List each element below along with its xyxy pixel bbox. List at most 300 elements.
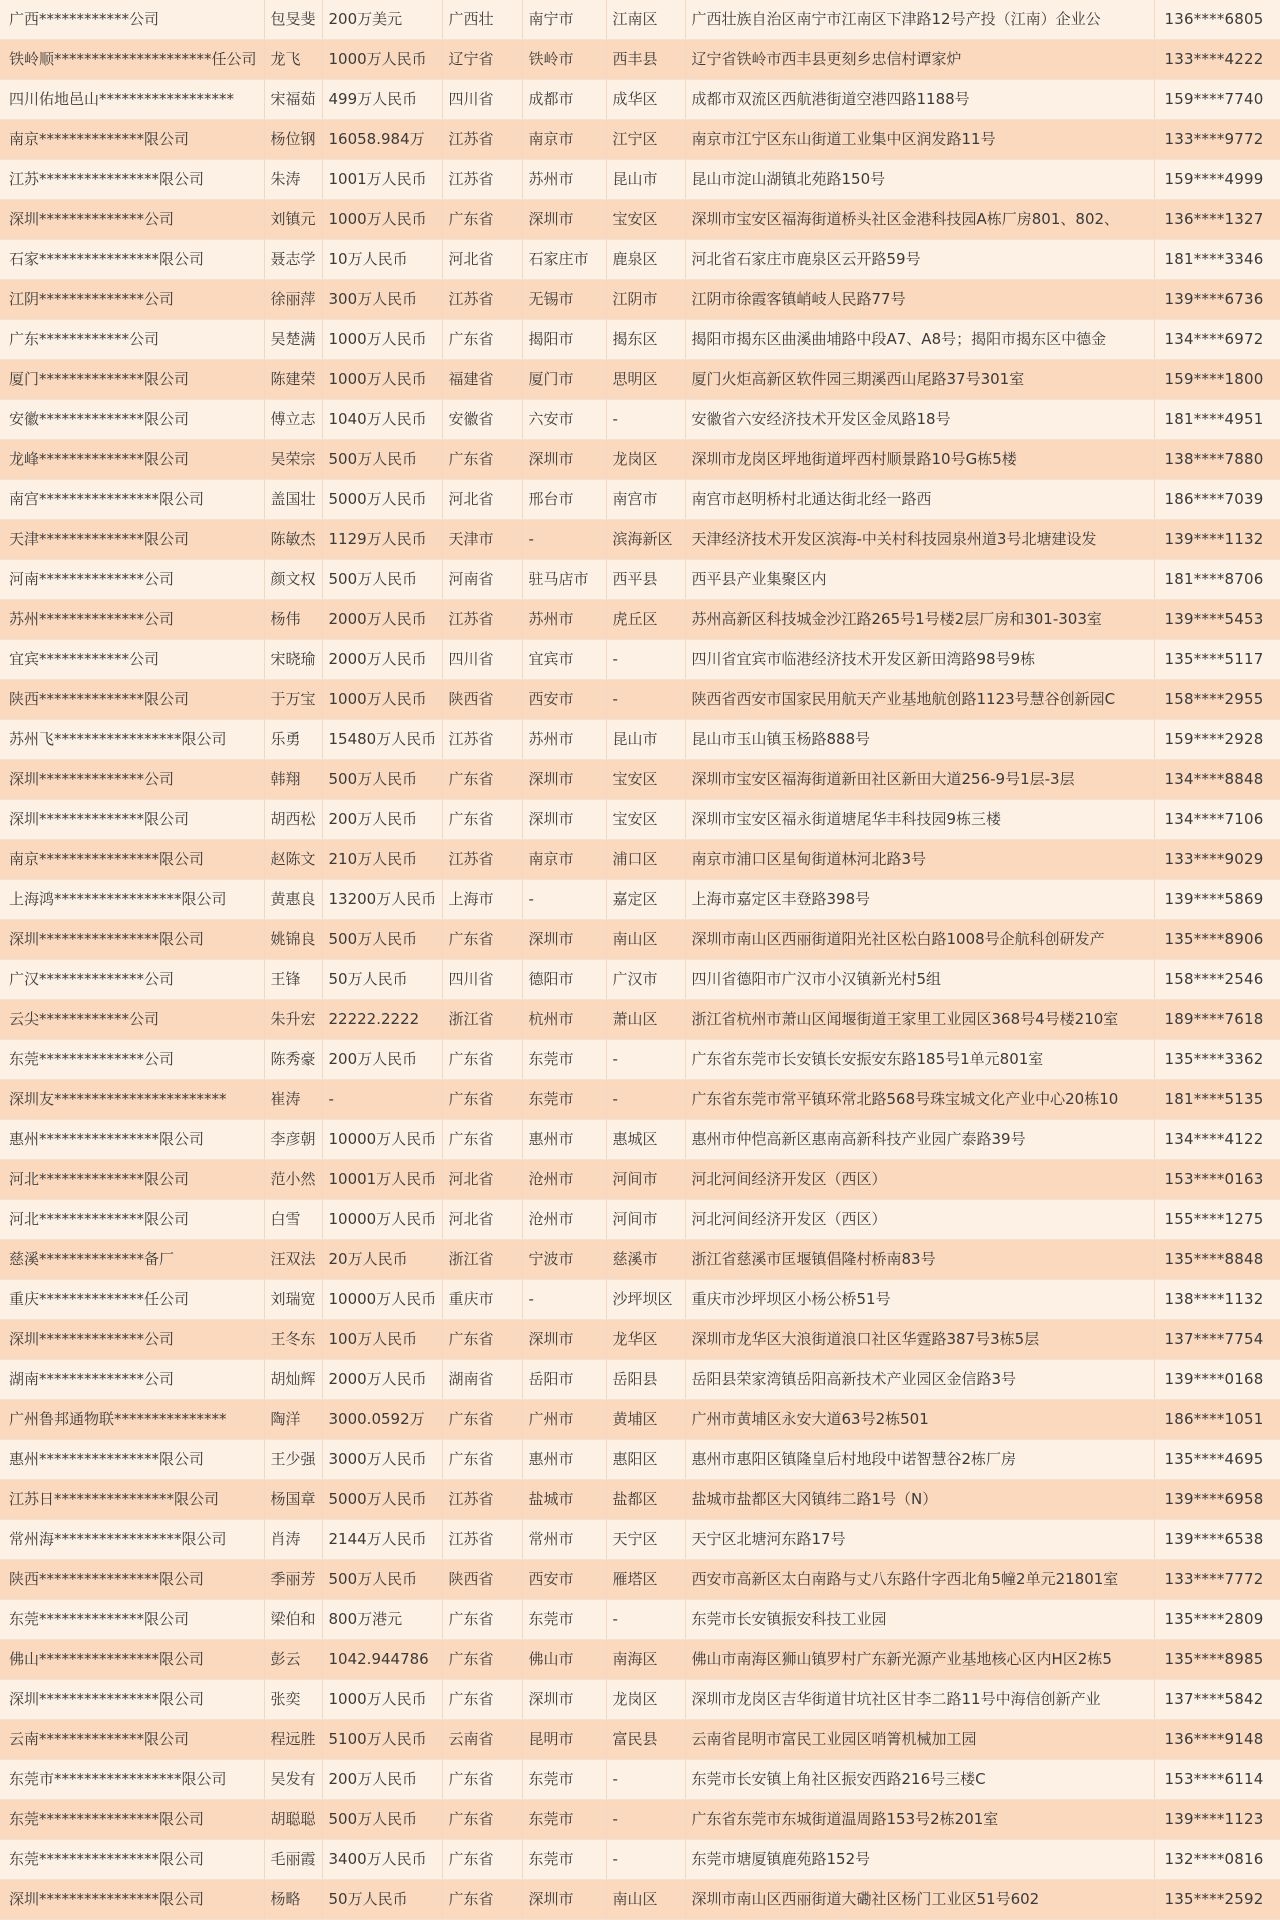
legal-rep-cell: 朱升宏 bbox=[264, 1000, 322, 1040]
province-cell: 江苏省 bbox=[442, 280, 522, 320]
legal-rep-cell: 赵陈文 bbox=[264, 840, 322, 880]
district-cell: - bbox=[606, 1760, 685, 1800]
address-cell: 西安市高新区太白南路与丈八东路什字西北角5幢2单元21801室 bbox=[685, 1560, 1154, 1600]
company-name-cell: 南京**************限公司 bbox=[0, 120, 264, 160]
address-cell: 江阴市徐霞客镇峭岐人民路77号 bbox=[685, 280, 1154, 320]
registered-capital-cell: 3400万人民币 bbox=[322, 1840, 442, 1880]
table-row bbox=[0, 1880, 1280, 1920]
district-cell: - bbox=[606, 1840, 685, 1880]
province-cell: 河北省 bbox=[442, 480, 522, 520]
phone-cell: 139****1132 bbox=[1154, 520, 1280, 560]
phone-cell: 134****7106 bbox=[1154, 800, 1280, 840]
district-cell: 西丰县 bbox=[606, 40, 685, 80]
table-row bbox=[0, 1280, 1280, 1320]
phone-cell: 137****7754 bbox=[1154, 1320, 1280, 1360]
city-cell: 惠州市 bbox=[522, 1440, 606, 1480]
table-row bbox=[0, 1200, 1280, 1240]
city-cell: 石家庄市 bbox=[522, 240, 606, 280]
legal-rep-cell: 肖涛 bbox=[264, 1520, 322, 1560]
company-name-cell: 石家****************限公司 bbox=[0, 240, 264, 280]
city-cell: 东莞市 bbox=[522, 1600, 606, 1640]
company-name-cell: 深圳****************限公司 bbox=[0, 920, 264, 960]
registered-capital-cell: 16058.984万 bbox=[322, 120, 442, 160]
legal-rep-cell: 宋福茹 bbox=[264, 80, 322, 120]
city-cell: 南宁市 bbox=[522, 0, 606, 40]
district-cell: 宝安区 bbox=[606, 800, 685, 840]
registered-capital-cell: 50万人民币 bbox=[322, 960, 442, 1000]
phone-cell: 135****8985 bbox=[1154, 1640, 1280, 1680]
table-row bbox=[0, 120, 1280, 160]
address-cell: 安徽省六安经济技术开发区金凤路18号 bbox=[685, 400, 1154, 440]
province-cell: 广西壮 bbox=[442, 0, 522, 40]
province-cell: 云南省 bbox=[442, 1720, 522, 1760]
district-cell: 嘉定区 bbox=[606, 880, 685, 920]
city-cell: 德阳市 bbox=[522, 960, 606, 1000]
phone-cell: 138****1132 bbox=[1154, 1280, 1280, 1320]
address-cell: 河北河间经济开发区（西区） bbox=[685, 1200, 1154, 1240]
province-cell: 广东省 bbox=[442, 920, 522, 960]
table-row bbox=[0, 1520, 1280, 1560]
phone-cell: 133****9772 bbox=[1154, 120, 1280, 160]
address-cell: 广州市黄埔区永安大道63号2栋501 bbox=[685, 1400, 1154, 1440]
phone-cell: 181****3346 bbox=[1154, 240, 1280, 280]
city-cell: 邢台市 bbox=[522, 480, 606, 520]
district-cell: 岳阳县 bbox=[606, 1360, 685, 1400]
table-row bbox=[0, 280, 1280, 320]
city-cell: 深圳市 bbox=[522, 1680, 606, 1720]
city-cell: 宁波市 bbox=[522, 1240, 606, 1280]
address-cell: 佛山市南海区狮山镇罗村广东新光源产业基地核心区内H区2栋5 bbox=[685, 1640, 1154, 1680]
phone-cell: 159****1800 bbox=[1154, 360, 1280, 400]
company-name-cell: 江阴**************公司 bbox=[0, 280, 264, 320]
legal-rep-cell: 汪双法 bbox=[264, 1240, 322, 1280]
phone-cell: 135****2809 bbox=[1154, 1600, 1280, 1640]
city-cell: 深圳市 bbox=[522, 800, 606, 840]
registered-capital-cell: 3000.0592万 bbox=[322, 1400, 442, 1440]
table-row bbox=[0, 1120, 1280, 1160]
table-row bbox=[0, 840, 1280, 880]
district-cell: 萧山区 bbox=[606, 1000, 685, 1040]
legal-rep-cell: 季丽芳 bbox=[264, 1560, 322, 1600]
company-name-cell: 天津**************限公司 bbox=[0, 520, 264, 560]
registered-capital-cell: 50万人民币 bbox=[322, 1880, 442, 1920]
legal-rep-cell: 毛丽霞 bbox=[264, 1840, 322, 1880]
phone-cell: 159****7740 bbox=[1154, 80, 1280, 120]
phone-cell: 134****6972 bbox=[1154, 320, 1280, 360]
address-cell: 四川省宜宾市临港经济技术开发区新田湾路98号9栋 bbox=[685, 640, 1154, 680]
legal-rep-cell: 彭云 bbox=[264, 1640, 322, 1680]
company-name-cell: 深圳****************限公司 bbox=[0, 1680, 264, 1720]
city-cell: 佛山市 bbox=[522, 1640, 606, 1680]
legal-rep-cell: 盖国壮 bbox=[264, 480, 322, 520]
legal-rep-cell: 杨位钢 bbox=[264, 120, 322, 160]
table-row bbox=[0, 0, 1280, 40]
address-cell: 深圳市宝安区福海街道新田社区新田大道256-9号1层-3层 bbox=[685, 760, 1154, 800]
district-cell: - bbox=[606, 640, 685, 680]
province-cell: 广东省 bbox=[442, 1040, 522, 1080]
company-name-cell: 常州海*****************限公司 bbox=[0, 1520, 264, 1560]
address-cell: 东莞市长安镇振安科技工业园 bbox=[685, 1600, 1154, 1640]
table-row bbox=[0, 320, 1280, 360]
table-row bbox=[0, 1720, 1280, 1760]
city-cell: 南京市 bbox=[522, 840, 606, 880]
company-name-cell: 河北**************限公司 bbox=[0, 1200, 264, 1240]
registered-capital-cell: 500万人民币 bbox=[322, 1560, 442, 1600]
district-cell: 南宫市 bbox=[606, 480, 685, 520]
province-cell: 广东省 bbox=[442, 1640, 522, 1680]
city-cell: 深圳市 bbox=[522, 1320, 606, 1360]
company-name-cell: 湖南**************公司 bbox=[0, 1360, 264, 1400]
province-cell: 江苏省 bbox=[442, 160, 522, 200]
legal-rep-cell: 傅立志 bbox=[264, 400, 322, 440]
phone-cell: 181****5135 bbox=[1154, 1080, 1280, 1120]
company-name-cell: 南京****************限公司 bbox=[0, 840, 264, 880]
district-cell: 西平县 bbox=[606, 560, 685, 600]
city-cell: 苏州市 bbox=[522, 720, 606, 760]
district-cell: 昆山市 bbox=[606, 160, 685, 200]
district-cell: 思明区 bbox=[606, 360, 685, 400]
province-cell: 陕西省 bbox=[442, 1560, 522, 1600]
legal-rep-cell: 杨略 bbox=[264, 1880, 322, 1920]
district-cell: 浦口区 bbox=[606, 840, 685, 880]
city-cell: 东莞市 bbox=[522, 1800, 606, 1840]
address-cell: 惠州市仲恺高新区惠南高新科技产业园广泰路39号 bbox=[685, 1120, 1154, 1160]
province-cell: 浙江省 bbox=[442, 1240, 522, 1280]
district-cell: 宝安区 bbox=[606, 200, 685, 240]
table-row bbox=[0, 720, 1280, 760]
legal-rep-cell: 胡灿辉 bbox=[264, 1360, 322, 1400]
address-cell: 河北河间经济开发区（西区） bbox=[685, 1160, 1154, 1200]
province-cell: 天津市 bbox=[442, 520, 522, 560]
address-cell: 成都市双流区西航港街道空港四路1188号 bbox=[685, 80, 1154, 120]
district-cell: - bbox=[606, 1600, 685, 1640]
phone-cell: 139****0168 bbox=[1154, 1360, 1280, 1400]
company-name-cell: 东莞****************限公司 bbox=[0, 1800, 264, 1840]
legal-rep-cell: 龙飞 bbox=[264, 40, 322, 80]
phone-cell: 133****7772 bbox=[1154, 1560, 1280, 1600]
table-row bbox=[0, 400, 1280, 440]
registered-capital-cell: 200万人民币 bbox=[322, 800, 442, 840]
registered-capital-cell: 22222.2222 bbox=[322, 1000, 442, 1040]
address-cell: 昆山市淀山湖镇北苑路150号 bbox=[685, 160, 1154, 200]
city-cell: 杭州市 bbox=[522, 1000, 606, 1040]
district-cell: - bbox=[606, 680, 685, 720]
province-cell: 广东省 bbox=[442, 1080, 522, 1120]
address-cell: 深圳市南山区西丽街道阳光社区松白路1008号企航科创研发产 bbox=[685, 920, 1154, 960]
legal-rep-cell: 吴楚满 bbox=[264, 320, 322, 360]
address-cell: 重庆市沙坪坝区小杨公桥51号 bbox=[685, 1280, 1154, 1320]
legal-rep-cell: 杨国章 bbox=[264, 1480, 322, 1520]
registered-capital-cell: 10000万人民币 bbox=[322, 1120, 442, 1160]
registered-capital-cell: 500万人民币 bbox=[322, 920, 442, 960]
province-cell: 河南省 bbox=[442, 560, 522, 600]
city-cell: 成都市 bbox=[522, 80, 606, 120]
address-cell: 上海市嘉定区丰登路398号 bbox=[685, 880, 1154, 920]
registered-capital-cell: 10000万人民币 bbox=[322, 1200, 442, 1240]
province-cell: 陕西省 bbox=[442, 680, 522, 720]
table-row bbox=[0, 1800, 1280, 1840]
district-cell: 成华区 bbox=[606, 80, 685, 120]
province-cell: 广东省 bbox=[442, 1120, 522, 1160]
address-cell: 深圳市龙华区大浪街道浪口社区华霆路387号3栋5层 bbox=[685, 1320, 1154, 1360]
company-name-cell: 广西************公司 bbox=[0, 0, 264, 40]
registered-capital-cell: 1000万人民币 bbox=[322, 40, 442, 80]
registered-capital-cell: 1000万人民币 bbox=[322, 320, 442, 360]
phone-cell: 159****4999 bbox=[1154, 160, 1280, 200]
address-cell: 深圳市宝安区福海街道桥头社区金港科技园A栋厂房801、802、 bbox=[685, 200, 1154, 240]
province-cell: 河北省 bbox=[442, 1200, 522, 1240]
registered-capital-cell: 5000万人民币 bbox=[322, 480, 442, 520]
company-name-cell: 惠州****************限公司 bbox=[0, 1440, 264, 1480]
registered-capital-cell: 499万人民币 bbox=[322, 80, 442, 120]
table-row bbox=[0, 1360, 1280, 1400]
city-cell: 深圳市 bbox=[522, 760, 606, 800]
province-cell: 广东省 bbox=[442, 1840, 522, 1880]
city-cell: 盐城市 bbox=[522, 1480, 606, 1520]
address-cell: 广东省东莞市常平镇环常北路568号珠宝城文化产业中心20栋10 bbox=[685, 1080, 1154, 1120]
legal-rep-cell: 李彦朝 bbox=[264, 1120, 322, 1160]
phone-cell: 135****2592 bbox=[1154, 1880, 1280, 1920]
province-cell: 广东省 bbox=[442, 1760, 522, 1800]
company-name-cell: 慈溪**************备厂 bbox=[0, 1240, 264, 1280]
city-cell: 西安市 bbox=[522, 680, 606, 720]
table-row bbox=[0, 1000, 1280, 1040]
address-cell: 辽宁省铁岭市西丰县更刻乡忠信村谭家炉 bbox=[685, 40, 1154, 80]
registered-capital-cell: 5000万人民币 bbox=[322, 1480, 442, 1520]
company-name-cell: 东莞市*****************限公司 bbox=[0, 1760, 264, 1800]
province-cell: 重庆市 bbox=[442, 1280, 522, 1320]
company-name-cell: 龙峰**************限公司 bbox=[0, 440, 264, 480]
company-name-cell: 安徽**************限公司 bbox=[0, 400, 264, 440]
table-row bbox=[0, 80, 1280, 120]
phone-cell: 186****1051 bbox=[1154, 1400, 1280, 1440]
district-cell: 慈溪市 bbox=[606, 1240, 685, 1280]
registered-capital-cell: 1000万人民币 bbox=[322, 200, 442, 240]
province-cell: 河北省 bbox=[442, 240, 522, 280]
company-name-cell: 上海鸿*****************限公司 bbox=[0, 880, 264, 920]
city-cell: 驻马店市 bbox=[522, 560, 606, 600]
company-name-cell: 苏州飞*****************限公司 bbox=[0, 720, 264, 760]
phone-cell: 139****5869 bbox=[1154, 880, 1280, 920]
table-row bbox=[0, 880, 1280, 920]
province-cell: 湖南省 bbox=[442, 1360, 522, 1400]
company-name-cell: 河南**************公司 bbox=[0, 560, 264, 600]
registered-capital-cell: 500万人民币 bbox=[322, 760, 442, 800]
district-cell: 滨海新区 bbox=[606, 520, 685, 560]
city-cell: 六安市 bbox=[522, 400, 606, 440]
company-name-cell: 厦门**************限公司 bbox=[0, 360, 264, 400]
legal-rep-cell: 陶洋 bbox=[264, 1400, 322, 1440]
phone-cell: 138****7880 bbox=[1154, 440, 1280, 480]
district-cell: 惠阳区 bbox=[606, 1440, 685, 1480]
province-cell: 江苏省 bbox=[442, 720, 522, 760]
address-cell: 东莞市长安镇上角社区振安西路216号三楼C bbox=[685, 1760, 1154, 1800]
registered-capital-cell: 1000万人民币 bbox=[322, 1680, 442, 1720]
table-row bbox=[0, 560, 1280, 600]
district-cell: 惠城区 bbox=[606, 1120, 685, 1160]
phone-cell: 159****2928 bbox=[1154, 720, 1280, 760]
phone-cell: 137****5842 bbox=[1154, 1680, 1280, 1720]
city-cell: 深圳市 bbox=[522, 200, 606, 240]
registered-capital-cell: 20万人民币 bbox=[322, 1240, 442, 1280]
legal-rep-cell: 张奕 bbox=[264, 1680, 322, 1720]
company-name-cell: 南宫****************限公司 bbox=[0, 480, 264, 520]
address-cell: 四川省德阳市广汉市小汉镇新光村5组 bbox=[685, 960, 1154, 1000]
address-cell: 深圳市龙岗区坪地街道坪西村顺景路10号G栋5楼 bbox=[685, 440, 1154, 480]
table-row bbox=[0, 160, 1280, 200]
province-cell: 四川省 bbox=[442, 960, 522, 1000]
registered-capital-cell: 2000万人民币 bbox=[322, 600, 442, 640]
district-cell: 南海区 bbox=[606, 1640, 685, 1680]
registered-capital-cell: 10万人民币 bbox=[322, 240, 442, 280]
district-cell: 南山区 bbox=[606, 1880, 685, 1920]
registered-capital-cell: 13200万人民币 bbox=[322, 880, 442, 920]
company-name-cell: 陕西**************限公司 bbox=[0, 680, 264, 720]
phone-cell: 186****7039 bbox=[1154, 480, 1280, 520]
address-cell: 深圳市南山区西丽街道大磡社区杨门工业区51号602 bbox=[685, 1880, 1154, 1920]
company-name-cell: 苏州**************公司 bbox=[0, 600, 264, 640]
district-cell: 天宁区 bbox=[606, 1520, 685, 1560]
city-cell: 铁岭市 bbox=[522, 40, 606, 80]
company-name-cell: 深圳**************公司 bbox=[0, 760, 264, 800]
city-cell: - bbox=[522, 880, 606, 920]
province-cell: 广东省 bbox=[442, 320, 522, 360]
district-cell: 龙岗区 bbox=[606, 440, 685, 480]
province-cell: 广东省 bbox=[442, 1440, 522, 1480]
city-cell: 揭阳市 bbox=[522, 320, 606, 360]
phone-cell: 133****4222 bbox=[1154, 40, 1280, 80]
city-cell: - bbox=[522, 520, 606, 560]
district-cell: 河间市 bbox=[606, 1200, 685, 1240]
company-name-cell: 东莞**************公司 bbox=[0, 1040, 264, 1080]
company-name-cell: 河北**************限公司 bbox=[0, 1160, 264, 1200]
address-cell: 河北省石家庄市鹿泉区云开路59号 bbox=[685, 240, 1154, 280]
address-cell: 盐城市盐都区大冈镇纬二路1号（N） bbox=[685, 1480, 1154, 1520]
registered-capital-cell: 1000万人民币 bbox=[322, 360, 442, 400]
address-cell: 天宁区北塘河东路17号 bbox=[685, 1520, 1154, 1560]
phone-cell: 139****6736 bbox=[1154, 280, 1280, 320]
phone-cell: 135****8848 bbox=[1154, 1240, 1280, 1280]
phone-cell: 136****9148 bbox=[1154, 1720, 1280, 1760]
city-cell: 东莞市 bbox=[522, 1760, 606, 1800]
phone-cell: 181****4951 bbox=[1154, 400, 1280, 440]
legal-rep-cell: 包旻斐 bbox=[264, 0, 322, 40]
city-cell: 岳阳市 bbox=[522, 1360, 606, 1400]
registered-capital-cell: 1040万人民币 bbox=[322, 400, 442, 440]
city-cell: 东莞市 bbox=[522, 1080, 606, 1120]
province-cell: 广东省 bbox=[442, 200, 522, 240]
province-cell: 江苏省 bbox=[442, 840, 522, 880]
registered-capital-cell: 200万美元 bbox=[322, 0, 442, 40]
district-cell: - bbox=[606, 1080, 685, 1120]
city-cell: 沧州市 bbox=[522, 1200, 606, 1240]
registered-capital-cell: 800万港元 bbox=[322, 1600, 442, 1640]
province-cell: 辽宁省 bbox=[442, 40, 522, 80]
registered-capital-cell: 200万人民币 bbox=[322, 1040, 442, 1080]
company-name-cell: 佛山****************限公司 bbox=[0, 1640, 264, 1680]
city-cell: 沧州市 bbox=[522, 1160, 606, 1200]
province-cell: 江苏省 bbox=[442, 600, 522, 640]
address-cell: 天津经济技术开发区滨海-中关村科技园泉州道3号北塘建设发 bbox=[685, 520, 1154, 560]
district-cell: 雁塔区 bbox=[606, 1560, 685, 1600]
registered-capital-cell: 100万人民币 bbox=[322, 1320, 442, 1360]
registered-capital-cell: - bbox=[322, 1080, 442, 1120]
city-cell: 深圳市 bbox=[522, 920, 606, 960]
legal-rep-cell: 白雪 bbox=[264, 1200, 322, 1240]
city-cell: 东莞市 bbox=[522, 1840, 606, 1880]
legal-rep-cell: 朱涛 bbox=[264, 160, 322, 200]
province-cell: 四川省 bbox=[442, 80, 522, 120]
province-cell: 广东省 bbox=[442, 760, 522, 800]
phone-cell: 132****0816 bbox=[1154, 1840, 1280, 1880]
registered-capital-cell: 15480万人民币 bbox=[322, 720, 442, 760]
phone-cell: 139****6958 bbox=[1154, 1480, 1280, 1520]
legal-rep-cell: 程远胜 bbox=[264, 1720, 322, 1760]
table-row bbox=[0, 1080, 1280, 1120]
phone-cell: 153****0163 bbox=[1154, 1160, 1280, 1200]
city-cell: - bbox=[522, 1280, 606, 1320]
table-row bbox=[0, 1480, 1280, 1520]
address-cell: 南京市浦口区星甸街道林河北路3号 bbox=[685, 840, 1154, 880]
address-cell: 揭阳市揭东区曲溪曲埔路中段A7、A8号；揭阳市揭东区中德金 bbox=[685, 320, 1154, 360]
province-cell: 江苏省 bbox=[442, 1480, 522, 1520]
table-row bbox=[0, 800, 1280, 840]
phone-cell: 135****3362 bbox=[1154, 1040, 1280, 1080]
table-row bbox=[0, 1840, 1280, 1880]
registered-capital-cell: 1129万人民币 bbox=[322, 520, 442, 560]
phone-cell: 135****4695 bbox=[1154, 1440, 1280, 1480]
province-cell: 广东省 bbox=[442, 440, 522, 480]
legal-rep-cell: 胡西松 bbox=[264, 800, 322, 840]
company-name-cell: 深圳**************公司 bbox=[0, 1320, 264, 1360]
city-cell: 无锡市 bbox=[522, 280, 606, 320]
legal-rep-cell: 聂志学 bbox=[264, 240, 322, 280]
city-cell: 苏州市 bbox=[522, 600, 606, 640]
table-row bbox=[0, 920, 1280, 960]
address-cell: 广东省东莞市长安镇长安振安东路185号1单元801室 bbox=[685, 1040, 1154, 1080]
company-name-cell: 陕西****************限公司 bbox=[0, 1560, 264, 1600]
company-name-cell: 广州鲁邦通物联*************** bbox=[0, 1400, 264, 1440]
district-cell: 龙华区 bbox=[606, 1320, 685, 1360]
company-name-cell: 铁岭顺*********************任公司 bbox=[0, 40, 264, 80]
province-cell: 广东省 bbox=[442, 1680, 522, 1720]
province-cell: 安徽省 bbox=[442, 400, 522, 440]
district-cell: - bbox=[606, 1040, 685, 1080]
legal-rep-cell: 陈建荣 bbox=[264, 360, 322, 400]
registered-capital-cell: 10000万人民币 bbox=[322, 1280, 442, 1320]
city-cell: 广州市 bbox=[522, 1400, 606, 1440]
district-cell: - bbox=[606, 1800, 685, 1840]
city-cell: 惠州市 bbox=[522, 1120, 606, 1160]
registered-capital-cell: 300万人民币 bbox=[322, 280, 442, 320]
table-row bbox=[0, 600, 1280, 640]
city-cell: 南京市 bbox=[522, 120, 606, 160]
table-row bbox=[0, 1240, 1280, 1280]
district-cell: 沙坪坝区 bbox=[606, 1280, 685, 1320]
table-row bbox=[0, 760, 1280, 800]
district-cell: 昆山市 bbox=[606, 720, 685, 760]
district-cell: 广汉市 bbox=[606, 960, 685, 1000]
phone-cell: 136****1327 bbox=[1154, 200, 1280, 240]
legal-rep-cell: 于万宝 bbox=[264, 680, 322, 720]
table-row bbox=[0, 1680, 1280, 1720]
company-name-cell: 四川佑地邑山****************** bbox=[0, 80, 264, 120]
registered-capital-cell: 3000万人民币 bbox=[322, 1440, 442, 1480]
phone-cell: 139****1123 bbox=[1154, 1800, 1280, 1840]
registered-capital-cell: 1000万人民币 bbox=[322, 680, 442, 720]
table-row bbox=[0, 960, 1280, 1000]
address-cell: 苏州高新区科技城金沙江路265号1号楼2层厂房和301-303室 bbox=[685, 600, 1154, 640]
